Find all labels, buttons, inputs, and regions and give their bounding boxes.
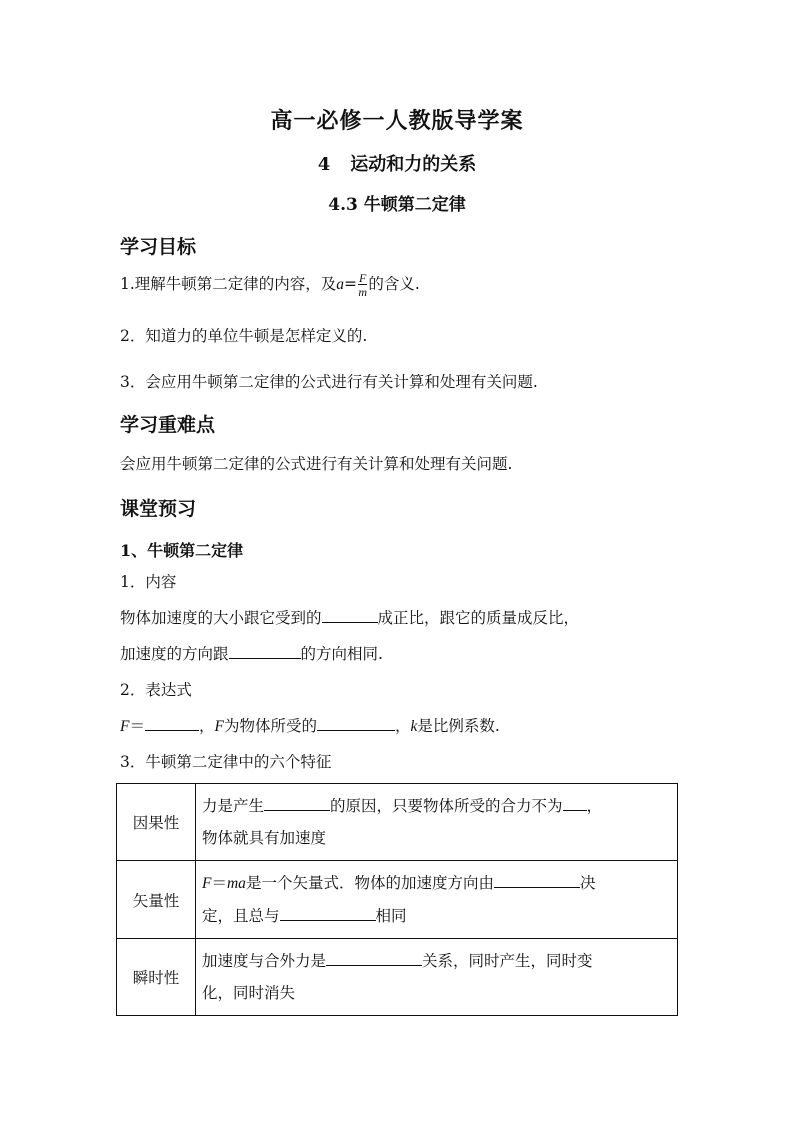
expr-comma-1: ，: [198, 717, 215, 735]
content-line-2: [120, 642, 383, 664]
expr-f-symbol-2: F: [214, 718, 224, 735]
expr-middle-text: 为物体所受的: [223, 717, 317, 735]
feature-value-vector: [196, 861, 678, 939]
objective-item-3: 3．会应用牛顿第二定律的公式进行有关计算和处理有关问题.: [120, 373, 538, 391]
expr-end-text: 是比例系数.: [417, 717, 500, 735]
formula-a: a: [336, 276, 345, 293]
fill-blank-formula[interactable]: [145, 716, 199, 731]
causality-text-d: 物体就具有加速度: [202, 829, 327, 847]
fill-blank-cause[interactable]: [264, 796, 330, 811]
content-label: 1．内容: [120, 573, 177, 591]
expr-equals: ＝: [129, 717, 145, 735]
fill-blank-force[interactable]: [322, 608, 378, 623]
content-line-1-start: 物体加速度的大小跟它受到的: [120, 609, 322, 627]
content-line-1-end: 成正比，跟它的质量成反比，: [377, 609, 580, 627]
content-line-2-start: 加速度的方向跟: [120, 645, 229, 663]
vector-text-b: 决: [579, 874, 596, 892]
feature-value-instantaneity: [196, 939, 678, 1016]
section-heading: 4.3 牛顿第二定律: [328, 195, 466, 215]
objective-1-suffix: 的含义.: [368, 275, 420, 293]
table-row: [117, 861, 678, 939]
fraction-denominator: m: [358, 285, 368, 299]
vector-equals: ＝: [211, 874, 227, 892]
instant-text-c: 化，同时消失: [202, 984, 296, 1002]
expr-k-symbol: k: [410, 718, 418, 735]
expr-f-symbol: F: [120, 718, 130, 735]
vector-text-d: 相同: [375, 907, 407, 925]
fill-blank-direction[interactable]: [229, 644, 301, 659]
content-line-2-end: 的方向相同.: [300, 645, 383, 663]
feature-key-vector: 矢量性: [117, 861, 196, 939]
table-row: [117, 939, 678, 1016]
formula-fraction: [358, 272, 367, 298]
expression-line: [120, 714, 500, 736]
features-table: [116, 783, 678, 1016]
doc-title: 高一必修一人教版导学案: [270, 108, 524, 134]
instant-text-a: 加速度与合外力是: [202, 952, 327, 970]
causality-text-a: 力是产生: [202, 797, 265, 815]
vector-f-symbol: F: [202, 875, 212, 892]
vector-text-a: 是一个矢量式．物体的加速度方向由: [245, 874, 494, 892]
key-points-heading: 学习重难点: [120, 414, 216, 436]
chapter-title: 运动和力的关系: [350, 154, 477, 175]
feature-key-instantaneity: 瞬时性: [117, 939, 196, 1016]
features-label: 3．牛顿第二定律中的六个特征: [120, 753, 332, 771]
formula-equals: =: [344, 275, 358, 293]
objective-1-text: 1.理解牛顿第二定律的内容，及: [120, 275, 337, 293]
fill-blank-same-direction[interactable]: [280, 906, 376, 921]
causality-text-b: 的原因，只要物体所受的合力不为: [330, 797, 563, 815]
preview-heading: 课堂预习: [120, 498, 197, 520]
preview-subheading: 1、牛顿第二定律: [120, 541, 244, 560]
chapter-number: 4: [317, 154, 331, 175]
objective-item-1: [120, 272, 420, 298]
content-line-1: [120, 606, 579, 628]
fill-blank-zero[interactable]: [563, 796, 587, 811]
objectives-heading: 学习目标: [120, 236, 197, 258]
vector-text-c: 定，且总与: [202, 907, 280, 925]
table-row: [117, 784, 678, 861]
fill-blank-determines[interactable]: [494, 873, 580, 888]
causality-comma: ，: [586, 797, 603, 815]
expr-comma-2: ，: [394, 717, 411, 735]
expression-label: 2．表达式: [120, 681, 192, 699]
feature-key-causality: 因果性: [117, 784, 196, 861]
instant-text-b: 关系，同时产生，同时变: [422, 952, 593, 970]
feature-value-causality: [196, 784, 678, 861]
chapter-heading: [0, 150, 794, 176]
objective-item-2: 2．知道力的单位牛顿是怎样定义的.: [120, 327, 368, 345]
vector-ma-symbol: ma: [226, 875, 246, 892]
fill-blank-relationship[interactable]: [326, 951, 422, 966]
fraction-numerator: F: [359, 271, 367, 285]
key-points-text: 会应用牛顿第二定律的公式进行有关计算和处理有关问题.: [120, 455, 513, 473]
fill-blank-net-force[interactable]: [317, 716, 395, 731]
